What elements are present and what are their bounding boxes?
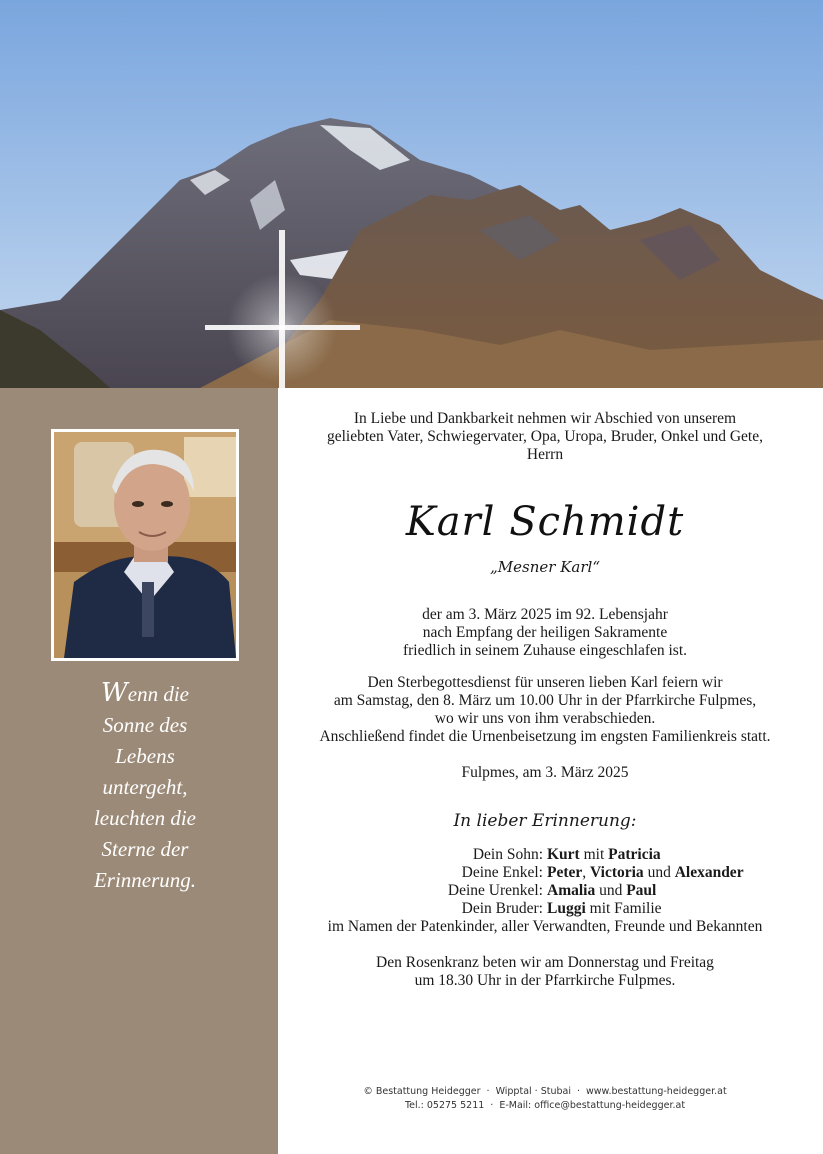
service-line-3: wo wir uns von ihm verabschieden. (434, 710, 656, 727)
connector-text: , (582, 864, 591, 881)
mourner-name: Alexander (674, 864, 744, 881)
connector-text: und (595, 882, 627, 899)
deceased-name: Karl Schmidt (405, 499, 685, 545)
mourner-names (547, 846, 799, 864)
mourner-others: im Namen der Patenkinder, aller Verwandten, Freunde und Bekannten (327, 918, 763, 935)
memorial-poem (0, 678, 290, 896)
rosary-notice (290, 954, 800, 990)
intro-text (290, 410, 800, 464)
poem-line-6: Sterne der (101, 837, 189, 861)
poem-line-5: leuchten die (93, 806, 197, 830)
intro-line-2: geliebten Vater, Schwiegervater, Opa, Uropa, Bruder, Onkel und Gete, (326, 428, 763, 445)
poem-line-1-rest: enn die (127, 682, 189, 706)
deceased-nickname: „Mesner Karl“ (490, 558, 600, 576)
death-line-1: der am 3. März 2025 im 92. Lebensjahr (422, 606, 668, 623)
poem-line-2: Sonne des (102, 713, 188, 737)
intro-line-3: Herrn (526, 446, 564, 463)
mourner-great-grandchildren (290, 882, 800, 900)
death-line-2: nach Empfang der heiligen Sakramente (422, 624, 668, 641)
mourner-label: Dein Sohn: (472, 846, 543, 863)
footer-separator: · (490, 1100, 494, 1111)
mourner-name: Amalia (547, 882, 596, 899)
footer-line-2 (290, 1099, 800, 1113)
place-date: Fulpmes, am 3. März 2025 (461, 764, 629, 781)
poem-line-4: untergeht, (102, 775, 188, 799)
rosary-line-2: um 18.30 Uhr in der Pfarrkirche Fulpmes. (414, 972, 676, 989)
mourner-names (547, 882, 799, 900)
main-content (290, 410, 800, 990)
footer-separator: · (486, 1086, 490, 1097)
mourner-son (290, 846, 800, 864)
poem-line-1 (0, 678, 290, 710)
service-line-2: am Samstag, den 8. März um 10.00 Uhr in der Pfarrkirche Fulpmes, (333, 692, 757, 709)
intro-line-1: In Liebe und Dankbarkeit nehmen wir Abschied von unserem (353, 410, 737, 427)
death-line-3: friedlich in seinem Zuhause eingeschlafen ist. (402, 642, 688, 659)
mourner-names (547, 900, 799, 918)
footer-email[interactable]: E-Mail: office@bestattung-heidegger.at (499, 1100, 686, 1111)
service-line-4: Anschließend findet die Urnenbeisetzung im engsten Familienkreis statt. (319, 728, 771, 745)
mourner-grandchildren (290, 864, 800, 882)
poem-line-3: Lebens (115, 744, 175, 768)
poem-line-7: Erinnerung. (93, 868, 197, 892)
mourner-names (547, 864, 799, 882)
portrait-image (54, 432, 236, 658)
footer-phone: Tel.: 05275 5211 (404, 1100, 485, 1111)
mourner-label: Dein Bruder: (461, 900, 543, 917)
connector-text: mit Familie (585, 900, 662, 917)
poem-initial: W (101, 678, 128, 708)
mourner-name: Paul (626, 882, 657, 899)
mourners-list (290, 846, 800, 936)
mourner-brother (290, 900, 800, 918)
mourner-name: Patricia (608, 846, 661, 863)
footer-region: Wipptal · Stubai (495, 1086, 571, 1097)
mourner-label: Deine Enkel: (461, 864, 543, 881)
mourner-name: Kurt (547, 846, 580, 863)
mourner-label: Deine Urenkel: (447, 882, 543, 899)
mountain-landscape (0, 0, 823, 388)
mourner-name: Peter (547, 864, 583, 881)
footer (290, 1085, 800, 1113)
connector-text: und (643, 864, 675, 881)
death-notice (290, 606, 800, 660)
header-mountain-image (0, 0, 823, 388)
rosary-line-1: Den Rosenkranz beten wir am Donnerstag und Freitag (376, 954, 714, 971)
service-line-1: Den Sterbegottesdienst für unseren lieben Karl feiern wir (367, 674, 723, 691)
footer-separator: · (576, 1086, 581, 1097)
service-notice (290, 674, 800, 746)
footer-line-1 (290, 1085, 800, 1099)
portrait-photo (51, 429, 239, 661)
footer-company: © Bestattung Heidegger (363, 1086, 481, 1097)
mourner-name: Victoria (590, 864, 644, 881)
footer-website[interactable]: www.bestattung-heidegger.at (586, 1086, 727, 1097)
memory-heading: In lieber Erinnerung: (453, 811, 637, 831)
connector-text: mit (579, 846, 609, 863)
mourner-name: Luggi (547, 900, 586, 917)
